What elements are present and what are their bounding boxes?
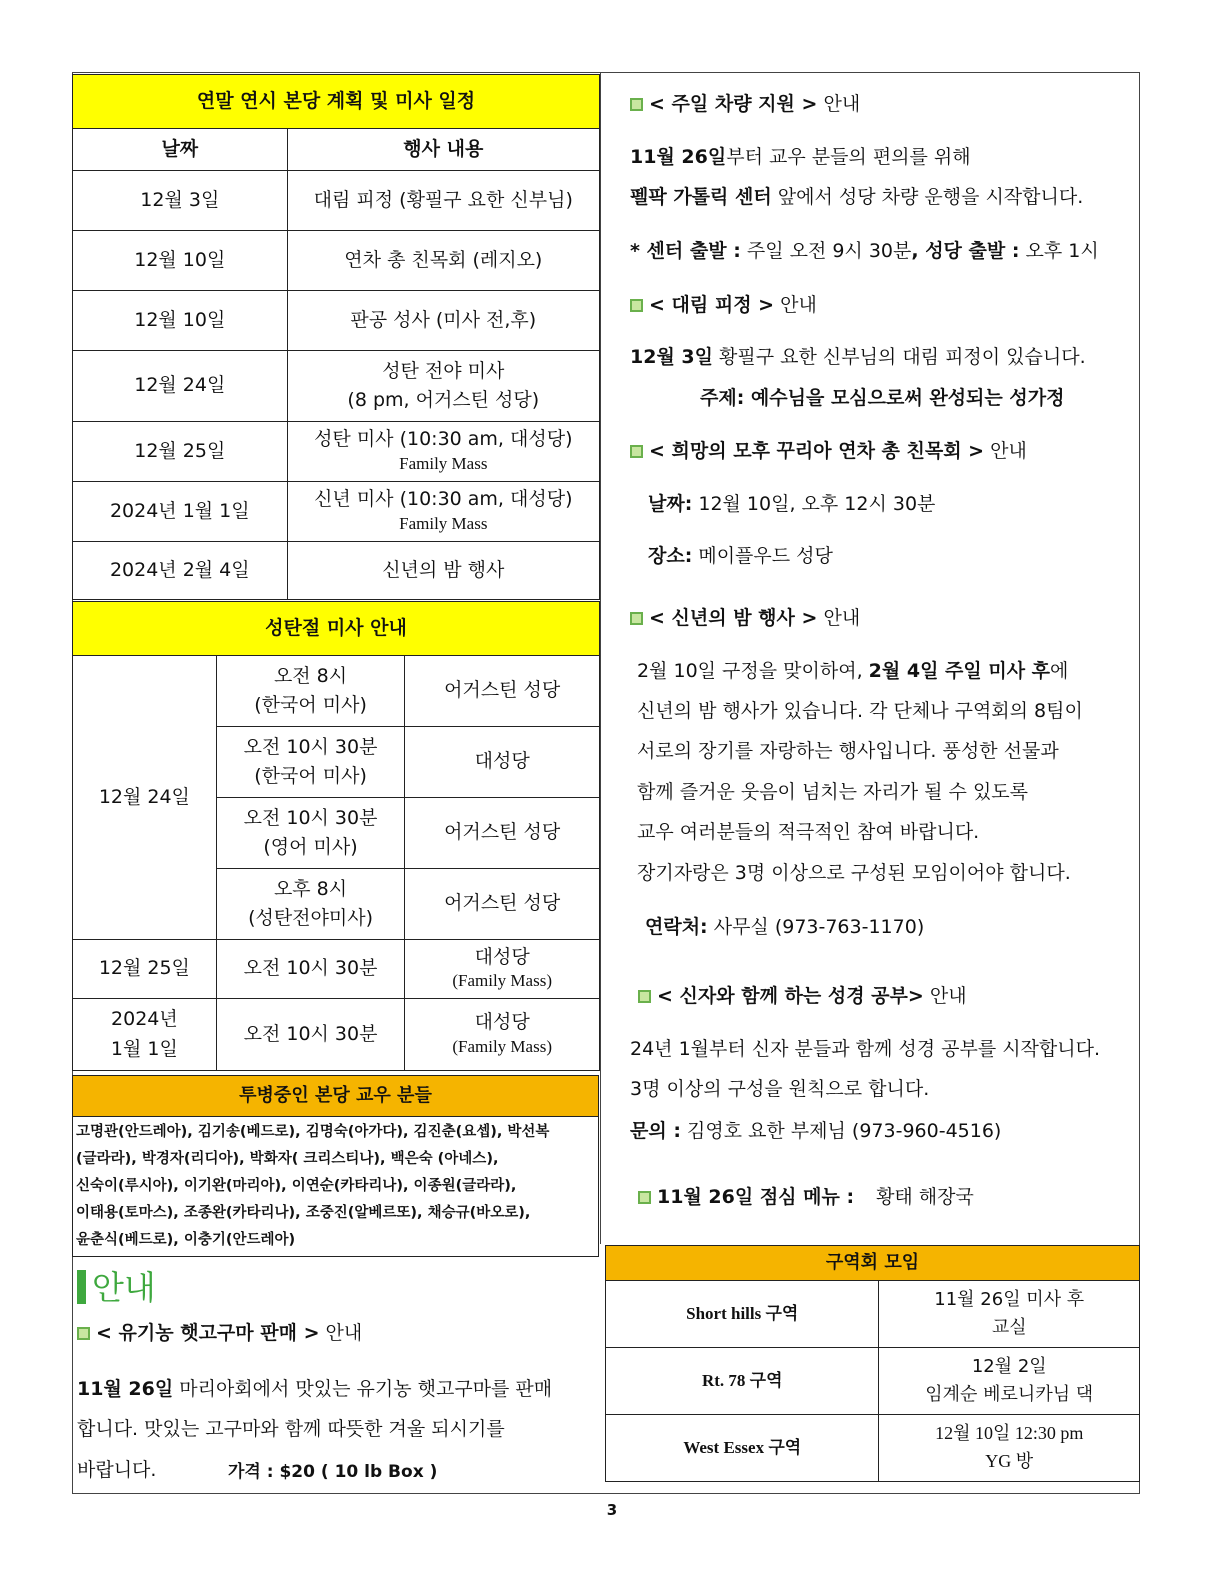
sick-names bbox=[73, 1117, 599, 1257]
newyear-contact: 연락처: 사무실 (973-763-1170) bbox=[645, 916, 925, 938]
checkbox-bullet-icon bbox=[630, 445, 643, 458]
schedule-event: 대림 피정 (황필구 요한 신부님) bbox=[287, 171, 599, 231]
checkbox-bullet-icon bbox=[630, 299, 643, 312]
sweet-potato-heading: < 유기농 햇고구마 판매 > 안내 bbox=[77, 1318, 597, 1345]
table-row bbox=[73, 422, 600, 482]
announce-heading bbox=[77, 1266, 156, 1310]
district-name: Short hills 구역 bbox=[606, 1281, 879, 1348]
bible-text: 3명 이상의 구성을 원칙으로 합니다. bbox=[630, 1078, 930, 1100]
checkbox-bullet-icon bbox=[630, 612, 643, 625]
district-where: 교실 bbox=[991, 1317, 1027, 1338]
sick-names-line: 고명관(안드레아), 김기송(베드로), 김명숙(아가다), 김진춘(요셉), 박선복 bbox=[76, 1124, 550, 1140]
schedule-event: 판공 성사 (미사 전,후) bbox=[287, 291, 599, 351]
district-where: YG 방 bbox=[985, 1451, 1034, 1471]
schedule-col-date: 날짜 bbox=[73, 129, 288, 171]
retreat-theme: 주제: 예수님을 모심으로써 완성되는 성가정 bbox=[700, 387, 1065, 409]
bible-heading: < 신자와 함께 하는 성경 공부> 안내 bbox=[638, 981, 1143, 1008]
mass-time bbox=[216, 656, 405, 727]
district-name: West Essex 구역 bbox=[606, 1415, 879, 1482]
mass-place-text: 대성당 bbox=[474, 1011, 530, 1034]
schedule-date: 2024년 1월 1일 bbox=[73, 482, 288, 542]
table-row bbox=[73, 171, 600, 231]
mass-time-text: 오전 10시 30분 bbox=[243, 806, 378, 829]
mass-language: (성탄전야미사) bbox=[248, 907, 374, 929]
mass-language: (영어 미사) bbox=[263, 836, 358, 858]
mass-language: (한국어 미사) bbox=[254, 694, 367, 716]
schedule-date: 12월 25일 bbox=[73, 422, 288, 482]
sick-title: 투병중인 본당 교우 분들 bbox=[73, 1076, 599, 1117]
table-row bbox=[73, 656, 600, 727]
vehicle-text: 11월 26일부터 교우 분들의 편의를 위해 bbox=[630, 146, 971, 168]
gathering-place: 장소: 메이플우드 성당 bbox=[648, 545, 833, 567]
mass-time: 오전 10시 30분 bbox=[216, 999, 405, 1071]
table-row bbox=[73, 351, 600, 422]
date-line: 2024년 bbox=[111, 1008, 178, 1031]
district-title: 구역회 모임 bbox=[606, 1246, 1140, 1281]
christmas-date: 12월 25일 bbox=[73, 940, 217, 999]
schedule-date: 12월 24일 bbox=[73, 351, 288, 422]
schedule-event-sub: Family Mass bbox=[399, 453, 488, 473]
district-when-where bbox=[879, 1348, 1140, 1415]
newyear-text: 장기자랑은 3명 이상으로 구성된 모임이어야 합니다. bbox=[637, 862, 1071, 884]
sweet-potato-text: 합니다. 맛있는 고구마와 함께 따뜻한 겨울 되시기를 bbox=[77, 1418, 505, 1440]
schedule-title: 연말 연시 본당 계획 및 미사 일정 bbox=[73, 75, 600, 129]
schedule-date: 2024년 2월 4일 bbox=[73, 542, 288, 600]
schedule-event bbox=[287, 422, 599, 482]
district-when-where bbox=[879, 1281, 1140, 1348]
newyear-text: 신년의 밤 행사가 있습니다. 각 단체나 구역회의 8팀이 bbox=[637, 700, 1083, 722]
mass-place bbox=[405, 999, 600, 1071]
schedule-date: 12월 10일 bbox=[73, 291, 288, 351]
year-end-schedule-table bbox=[72, 74, 600, 600]
checkbox-bullet-icon bbox=[630, 98, 643, 111]
newyear-heading: < 신년의 밤 행사 > 안내 bbox=[630, 603, 1135, 630]
table-row bbox=[606, 1415, 1140, 1482]
schedule-event-main: 성탄 전야 미사 bbox=[382, 359, 505, 382]
district-when: 12월 2일 bbox=[971, 1356, 1047, 1378]
schedule-event-sub: Family Mass bbox=[399, 513, 488, 533]
gathering-date: 날짜: 12월 10일, 오후 12시 30분 bbox=[648, 493, 936, 515]
district-when-where bbox=[879, 1415, 1140, 1482]
district-when: 11월 26일 미사 후 bbox=[934, 1289, 1085, 1311]
christmas-date bbox=[73, 999, 217, 1071]
schedule-event: 신년의 밤 행사 bbox=[287, 542, 599, 600]
district-when: 12월 10일 12:30 pm bbox=[935, 1423, 1084, 1444]
checkbox-bullet-icon bbox=[638, 990, 651, 1003]
mass-language: (한국어 미사) bbox=[254, 765, 367, 787]
checkbox-bullet-icon bbox=[638, 1191, 651, 1204]
schedule-event bbox=[287, 351, 599, 422]
mass-time-text: 오후 8시 bbox=[273, 877, 348, 900]
mass-place bbox=[405, 940, 600, 999]
mass-time-text: 오전 8시 bbox=[273, 664, 348, 687]
mass-time bbox=[216, 727, 405, 798]
sweet-potato-price: 가격 : $20 ( 10 lb Box ) bbox=[228, 1462, 438, 1482]
mass-place-sub: (Family Mass) bbox=[452, 971, 552, 991]
sick-names-line: 신숙이(루시아), 이기완(마리아), 이연순(카타리나), 이종원(글라라), bbox=[76, 1178, 517, 1194]
table-row bbox=[73, 482, 600, 542]
mass-place-sub: (Family Mass) bbox=[452, 1036, 552, 1056]
schedule-event bbox=[287, 482, 599, 542]
christmas-mass-table bbox=[72, 601, 600, 1071]
mass-place: 어거스틴 성당 bbox=[405, 798, 600, 869]
checkbox-bullet-icon bbox=[77, 1327, 90, 1340]
retreat-heading: < 대림 피정 > 안내 bbox=[630, 290, 1135, 317]
district-where: 임계순 베로니카님 댁 bbox=[925, 1384, 1094, 1405]
table-row bbox=[73, 542, 600, 600]
lunch-menu: 11월 26일 점심 메뉴 : 황태 해장국 bbox=[638, 1182, 1143, 1209]
bible-text: 24년 1월부터 신자 분들과 함께 성경 공부를 시작합니다. bbox=[630, 1038, 1101, 1060]
table-row bbox=[606, 1348, 1140, 1415]
heading-bar-icon bbox=[77, 1270, 86, 1304]
mass-place: 대성당 bbox=[405, 727, 600, 798]
mass-time bbox=[216, 798, 405, 869]
mass-time bbox=[216, 869, 405, 940]
mass-place-text: 대성당 bbox=[474, 945, 530, 968]
newyear-text: 교우 여러분들의 적극적인 참여 바랍니다. bbox=[637, 821, 980, 843]
sick-names-line: (글라라), 박경자(리디아), 박화자( 크리스티나), 백은숙 (아네스), bbox=[76, 1151, 499, 1167]
vehicle-heading: < 주일 차량 지원 > 안내 bbox=[630, 89, 1135, 116]
announce-heading-text: 안내 bbox=[92, 1268, 156, 1307]
schedule-event-sub: (8 pm, 어거스틴 성당) bbox=[347, 389, 540, 411]
vehicle-text: 펠팍 가톨릭 센터 앞에서 성당 차량 운행을 시작합니다. bbox=[630, 186, 1084, 208]
christmas-date: 12월 24일 bbox=[73, 656, 217, 940]
vehicle-times: * 센터 출발 : 주일 오전 9시 30분, 성당 출발 : 오후 1시 bbox=[630, 240, 1099, 262]
mass-place: 어거스틴 성당 bbox=[405, 656, 600, 727]
sick-parishioners-table bbox=[72, 1075, 599, 1257]
district-name: Rt. 78 구역 bbox=[606, 1348, 879, 1415]
bible-contact: 문의 : 김영호 요한 부제님 (973-960-4516) bbox=[630, 1120, 1002, 1142]
district-meeting-table bbox=[605, 1245, 1140, 1482]
table-row bbox=[606, 1281, 1140, 1348]
page-number: 3 bbox=[606, 1501, 618, 1519]
column-divider bbox=[600, 72, 601, 1244]
newyear-text: 서로의 장기를 자랑하는 행사입니다. 풍성한 선물과 bbox=[637, 740, 1059, 762]
mass-time: 오전 10시 30분 bbox=[216, 940, 405, 999]
schedule-event: 연차 총 친목회 (레지오) bbox=[287, 231, 599, 291]
newyear-text: 2월 10일 구정을 맞이하여, 2월 4일 주일 미사 후에 bbox=[637, 660, 1069, 682]
schedule-date: 12월 10일 bbox=[73, 231, 288, 291]
newyear-text: 함께 즐거운 웃음이 넘치는 자리가 될 수 있도록 bbox=[637, 781, 1029, 803]
table-row bbox=[73, 231, 600, 291]
mass-time-text: 오전 10시 30분 bbox=[243, 735, 378, 758]
mass-place: 어거스틴 성당 bbox=[405, 869, 600, 940]
date-line: 1월 1일 bbox=[110, 1037, 178, 1060]
table-row bbox=[73, 291, 600, 351]
sweet-potato-text: 바랍니다. bbox=[77, 1459, 157, 1481]
sweet-potato-text: 11월 26일 마리아회에서 맛있는 유기농 햇고구마를 판매 bbox=[77, 1378, 553, 1400]
gathering-heading: < 희망의 모후 꾸리아 연차 총 친목회 > 안내 bbox=[630, 436, 1135, 463]
table-row bbox=[73, 940, 600, 999]
sick-names-line: 윤춘식(베드로), 이충기(안드레아) bbox=[76, 1232, 296, 1248]
schedule-col-event: 행사 내용 bbox=[287, 129, 599, 171]
christmas-title: 성탄절 미사 안내 bbox=[73, 602, 600, 656]
retreat-text: 12월 3일 황필구 요한 신부님의 대림 피정이 있습니다. bbox=[630, 346, 1086, 368]
schedule-event-main: 신년 미사 (10:30 am, 대성당) bbox=[314, 488, 573, 511]
table-row bbox=[73, 999, 600, 1071]
schedule-date: 12월 3일 bbox=[73, 171, 288, 231]
sick-names-line: 이태용(토마스), 조종완(카타리나), 조중진(알베르또), 채승규(바오로), bbox=[76, 1205, 531, 1221]
schedule-event-main: 성탄 미사 (10:30 am, 대성당) bbox=[314, 428, 573, 451]
